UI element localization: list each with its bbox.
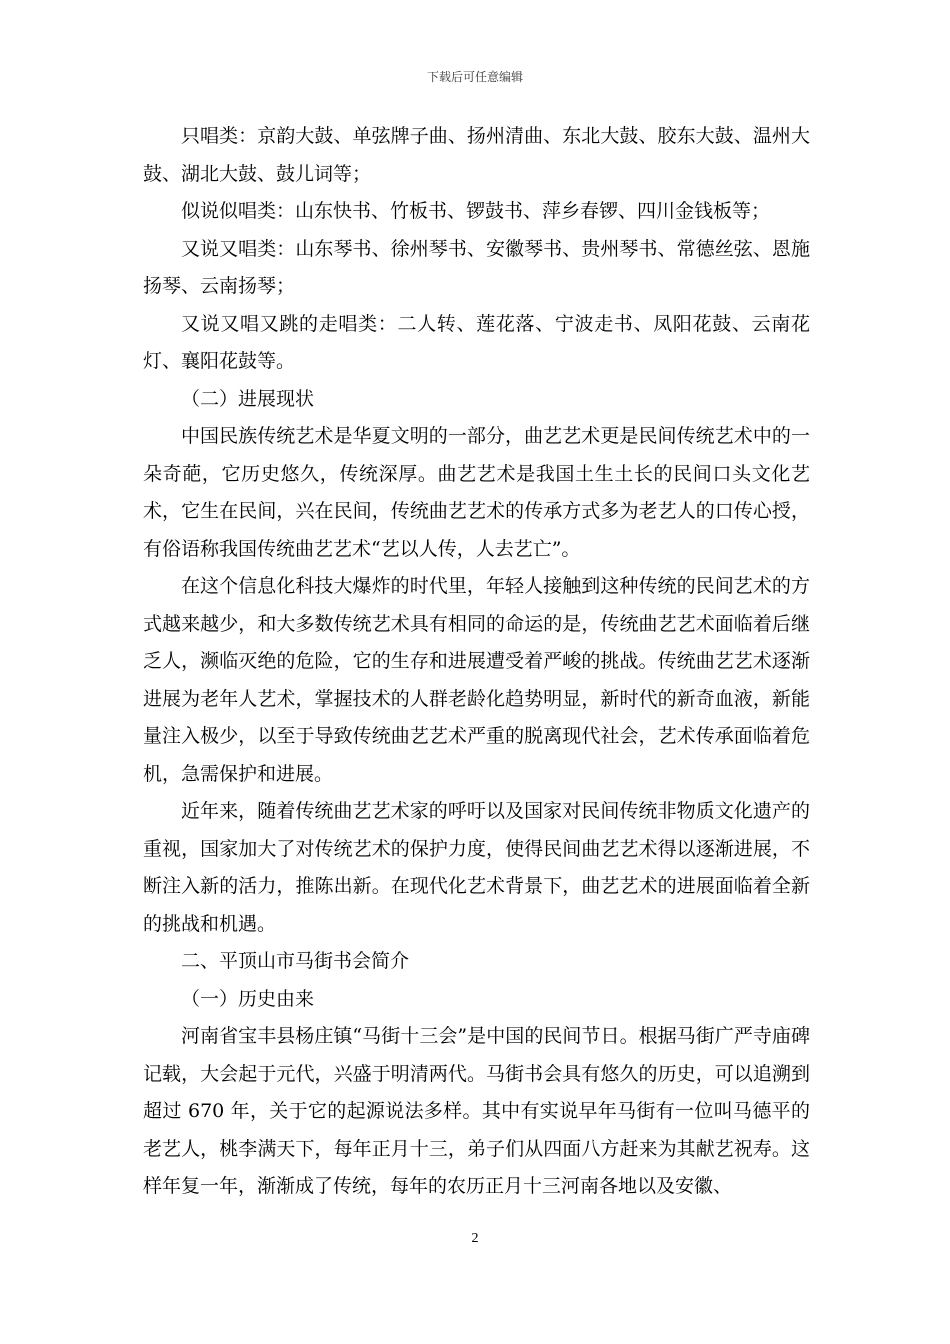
paragraph-speak-and-sing-category: 又说又唱类：山东琴书、徐州琴书、安徽琴书、贵州琴书、常德丝弦、恩施扬琴、云南扬琴； [143,237,810,297]
page-header: 下载后可任意编辑 [426,70,523,84]
paragraph-status-challenges: 在这个信息化科技大爆炸的时代里，年轻人接触到这种传统的民间艺术的方式越来越少，和大多数传统艺术具有相同的命运的是，传统曲艺艺术面临着后继乏人，濒临灭绝的危险，它的生存和进展遭受着严峻的挑战。传统曲艺艺术逐渐进展为老年人艺术，掌握技术的人群老龄化趋势明显，新时代的新奇血液，新能量注入极少，以至于导致传统曲艺艺术严重的脱离现代社会，艺术传承面临着危机，急需保护和进展。 [143,575,810,785]
document-body [143,118,810,1206]
page-number: 2 [471,1231,479,1246]
paragraph-status-recent-years: 近年来，随着传统曲艺艺术家的呼吁以及国家对民间传统非物质文化遗产的重视，国家加大了对传统艺术的保护力度，使得民间曲艺艺术得以逐渐进展，不断注入新的活力，推陈出新。在现代化艺术背景下，曲艺艺术的进展面临着全新的挑战和机遇。 [143,800,810,935]
section-heading-majie-shuhui: 二、平顶山市马街书会简介 [181,950,410,972]
paragraph-walking-sing-category: 又说又唱又跳的走唱类：二人转、莲花落、宁波走书、凤阳花鼓、云南花灯、襄阳花鼓等。 [143,312,810,372]
paragraph-singing-category: 只唱类：京韵大鼓、单弦牌子曲、扬州清曲、东北大鼓、胶东大鼓、温州大鼓、湖北大鼓、鼓儿词等； [143,125,810,185]
paragraph-status-intro: 中国民族传统艺术是华夏文明的一部分，曲艺艺术更是民间传统艺术中的一朵奇葩，它历史悠久，传统深厚。曲艺艺术是我国土生土长的民间口头文化艺术，它生在民间，兴在民间，传统曲艺艺术的传承方式多为老艺人的口传心授，有俗语称我国传统曲艺艺术“艺以人传，人去艺亡”。 [143,425,810,560]
paragraph-history-origin: 河南省宝丰县杨庄镇“马街十三会”是中国的民间节日。根据马街广严寺庙碑记载，大会起于元代，兴盛于明清两代。马街书会具有悠久的历史，可以追溯到超过 670 年，关于它的起源说法多样。其中有实说早年马街有一位叫马德平的老艺人，桃李满天下，每年正月十三，弟子们从四面八方赶来为其献艺祝寿。这样年复一年，渐渐成了传统，每年的农历正月十三河南各地以及安徽、 [143,1025,810,1197]
section-heading-current-status: （二）进展现状 [181,387,315,410]
paragraph-speak-sing-category: 似说似唱类：山东快书、竹板书、锣鼓书、萍乡春锣、四川金钱板等； [181,200,771,222]
section-heading-history-origin: （一）历史由来 [181,987,315,1010]
